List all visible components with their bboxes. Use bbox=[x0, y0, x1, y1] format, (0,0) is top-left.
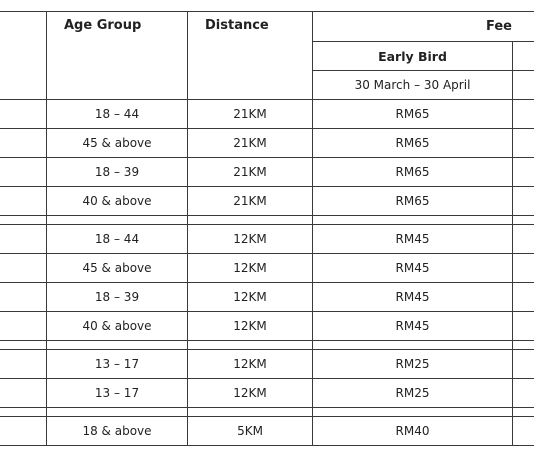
next-fee-cell bbox=[513, 312, 534, 341]
next-fee-cell bbox=[513, 283, 534, 312]
header-row bbox=[0, 12, 534, 42]
distance-cell: 21KM bbox=[188, 187, 313, 216]
separator-cell bbox=[313, 408, 513, 417]
table-row bbox=[0, 187, 534, 216]
next-fee-period-cell bbox=[513, 71, 534, 100]
next-fee-cell bbox=[513, 100, 534, 129]
category-cell bbox=[0, 379, 47, 408]
distance-cell: 12KM bbox=[188, 312, 313, 341]
table-row bbox=[0, 100, 534, 129]
next-fee-cell bbox=[513, 379, 534, 408]
separator-cell bbox=[0, 408, 47, 417]
early-bird-header: Early Bird bbox=[313, 42, 513, 71]
next-fee-cell bbox=[513, 158, 534, 187]
table-row bbox=[0, 417, 534, 446]
age-group-cell: 45 & above bbox=[47, 129, 188, 158]
fee-table bbox=[0, 11, 534, 446]
separator-cell bbox=[188, 216, 313, 225]
table-row bbox=[0, 225, 534, 254]
category-cell bbox=[0, 312, 47, 341]
early-bird-fee-cell: RM45 bbox=[313, 225, 513, 254]
next-fee-cell bbox=[513, 350, 534, 379]
group-separator-row bbox=[0, 216, 534, 225]
fee-header: Fee bbox=[313, 12, 534, 42]
category-cell bbox=[0, 158, 47, 187]
distance-cell: 12KM bbox=[188, 225, 313, 254]
separator-cell bbox=[0, 216, 47, 225]
early-bird-fee-cell: RM25 bbox=[313, 379, 513, 408]
category-cell bbox=[0, 187, 47, 216]
age-group-cell: 18 – 44 bbox=[47, 100, 188, 129]
next-fee-cell bbox=[513, 225, 534, 254]
distance-cell: 21KM bbox=[188, 129, 313, 158]
age-group-cell: 13 – 17 bbox=[47, 379, 188, 408]
separator-cell bbox=[513, 216, 534, 225]
early-bird-fee-cell: RM65 bbox=[313, 187, 513, 216]
category-cell bbox=[0, 129, 47, 158]
distance-header: Distance bbox=[188, 12, 313, 100]
age-group-cell: 13 – 17 bbox=[47, 350, 188, 379]
distance-cell: 12KM bbox=[188, 379, 313, 408]
separator-cell bbox=[47, 216, 188, 225]
early-bird-fee-cell: RM45 bbox=[313, 283, 513, 312]
table-row bbox=[0, 283, 534, 312]
early-bird-fee-cell: RM65 bbox=[313, 158, 513, 187]
age-group-cell: 40 & above bbox=[47, 187, 188, 216]
table-row bbox=[0, 158, 534, 187]
separator-cell bbox=[313, 341, 513, 350]
separator-cell bbox=[47, 341, 188, 350]
age-group-cell: 18 – 39 bbox=[47, 283, 188, 312]
separator-cell bbox=[313, 216, 513, 225]
distance-cell: 5KM bbox=[188, 417, 313, 446]
early-bird-fee-cell: RM65 bbox=[313, 129, 513, 158]
early-bird-fee-cell: RM45 bbox=[313, 254, 513, 283]
next-fee-cell bbox=[513, 417, 534, 446]
distance-cell: 12KM bbox=[188, 350, 313, 379]
next-fee-cell bbox=[513, 129, 534, 158]
separator-cell bbox=[513, 408, 534, 417]
early-bird-fee-cell: RM25 bbox=[313, 350, 513, 379]
table-row bbox=[0, 312, 534, 341]
separator-cell bbox=[0, 341, 47, 350]
early-bird-period: 30 March – 30 April bbox=[313, 71, 513, 100]
distance-cell: 12KM bbox=[188, 254, 313, 283]
distance-cell: 21KM bbox=[188, 100, 313, 129]
distance-cell: 12KM bbox=[188, 283, 313, 312]
category-cell bbox=[0, 283, 47, 312]
separator-cell bbox=[47, 408, 188, 417]
table-row bbox=[0, 379, 534, 408]
table-row bbox=[0, 129, 534, 158]
separator-cell bbox=[188, 408, 313, 417]
category-cell bbox=[0, 350, 47, 379]
category-cell bbox=[0, 225, 47, 254]
separator-cell bbox=[513, 341, 534, 350]
category-cell bbox=[0, 254, 47, 283]
early-bird-fee-cell: RM45 bbox=[313, 312, 513, 341]
group-separator-row bbox=[0, 341, 534, 350]
next-fee-cell bbox=[513, 187, 534, 216]
category-header-cell bbox=[0, 12, 47, 100]
table-row bbox=[0, 254, 534, 283]
age-group-cell: 40 & above bbox=[47, 312, 188, 341]
age-group-cell: 18 – 44 bbox=[47, 225, 188, 254]
age-group-cell: 18 & above bbox=[47, 417, 188, 446]
age-group-cell: 18 – 39 bbox=[47, 158, 188, 187]
separator-cell bbox=[188, 341, 313, 350]
next-fee-header-cell bbox=[513, 42, 534, 71]
age-group-cell: 45 & above bbox=[47, 254, 188, 283]
category-cell bbox=[0, 417, 47, 446]
next-fee-cell bbox=[513, 254, 534, 283]
group-separator-row bbox=[0, 408, 534, 417]
age-group-header: Age Group bbox=[47, 12, 188, 100]
table-row bbox=[0, 350, 534, 379]
early-bird-fee-cell: RM40 bbox=[313, 417, 513, 446]
fee-table-body bbox=[0, 12, 534, 446]
early-bird-fee-cell: RM65 bbox=[313, 100, 513, 129]
distance-cell: 21KM bbox=[188, 158, 313, 187]
category-cell bbox=[0, 100, 47, 129]
